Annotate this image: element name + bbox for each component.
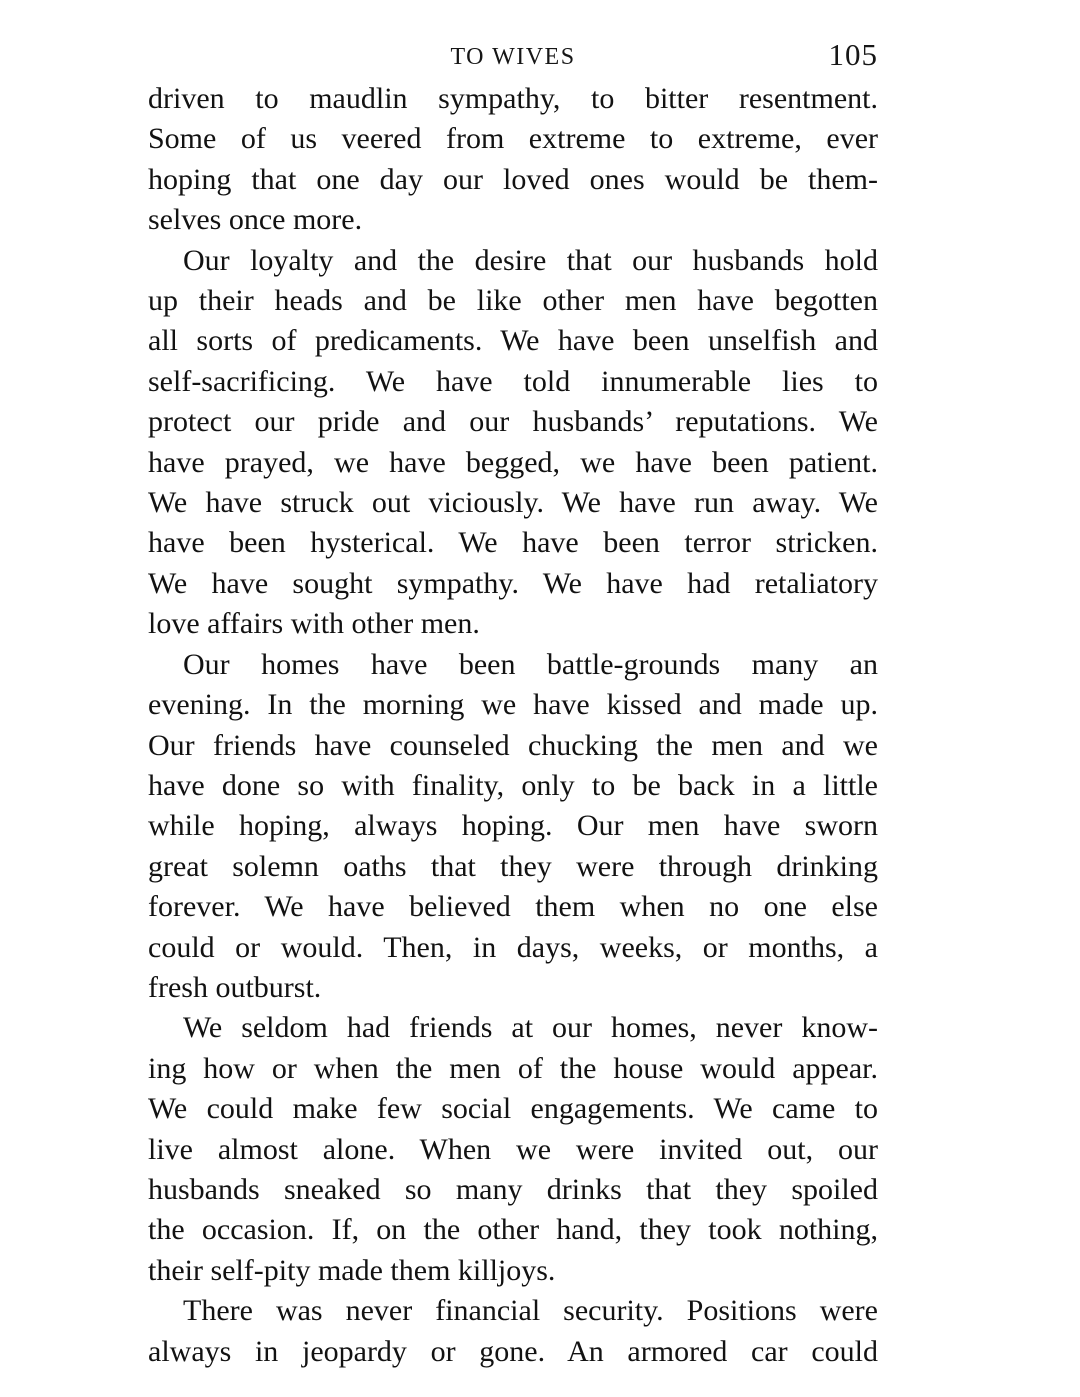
text-line: have prayed, we have begged, we have been patient. <box>148 445 878 479</box>
text-line: have been hysterical. We have been terror stricken. <box>148 526 878 560</box>
text-line: There was never financial security. Positions were <box>183 1294 878 1328</box>
paragraph <box>148 241 878 645</box>
text-line: driven to maudlin sympathy, to bitter resentment. <box>148 82 878 115</box>
text-line: ing how or when the men of the house would appear. <box>148 1051 878 1085</box>
text-line: forever. We have believed them when no one else <box>148 890 878 924</box>
text-line: Our loyalty and the desire that our husbands hold <box>183 243 878 277</box>
page-header <box>148 37 878 76</box>
text-line: We have sought sympathy. We have had retaliatory <box>148 566 878 600</box>
text-line: Our friends have counseled chucking the men and we <box>148 728 878 762</box>
text-line: We could make few social engagements. We came to <box>148 1092 878 1126</box>
text-line: up their heads and be like other men have begotten <box>148 284 878 318</box>
text-line: Our homes have been battle-grounds many an <box>183 647 878 681</box>
text-line: the occasion. If, on the other hand, they took nothing, <box>148 1213 878 1247</box>
text-line: live almost alone. When we were invited out, our <box>148 1132 878 1166</box>
text-line: We seldom had friends at our homes, never know- <box>183 1011 878 1045</box>
text-line: husbands sneaked so many drinks that they spoiled <box>148 1172 878 1206</box>
text-line: protect our pride and our husbands’ reputations. We <box>148 405 878 439</box>
page-number: 105 <box>828 37 878 72</box>
text-line: while hoping, always hoping. Our men have sworn <box>148 809 878 843</box>
text-line: fresh outburst. <box>148 970 322 1004</box>
text-line: hoping that one day our loved ones would be them- <box>148 162 878 196</box>
text-line: selves once more. <box>148 203 363 237</box>
paragraph <box>148 1008 878 1291</box>
text-line: could or would. Then, in days, weeks, or months, a <box>148 930 878 964</box>
text-line: evening. In the morning we have kissed and made up. <box>148 688 878 722</box>
text-line: great solemn oaths that they were through drinking <box>148 849 878 883</box>
text-line: all sorts of predicaments. We have been unselfish and <box>148 324 878 358</box>
text-line: love affairs with other men. <box>148 607 480 641</box>
text-line: their self-pity made them killjoys. <box>148 1253 556 1287</box>
running-head: TO WIVES <box>450 44 576 70</box>
body-text <box>148 79 878 1372</box>
text-line: We have struck out viciously. We have run away. We <box>148 486 878 520</box>
text-line: always in jeopardy or gone. An armored car could <box>148 1334 878 1368</box>
paragraph <box>148 645 878 1009</box>
text-line: self-sacrificing. We have told innumerable lies to <box>148 364 878 398</box>
text-line: have done so with finality, only to be back in a little <box>148 768 878 802</box>
text-line: Some of us veered from extreme to extreme, ever <box>148 122 878 156</box>
paragraph <box>148 79 878 241</box>
paragraph <box>148 1291 878 1372</box>
